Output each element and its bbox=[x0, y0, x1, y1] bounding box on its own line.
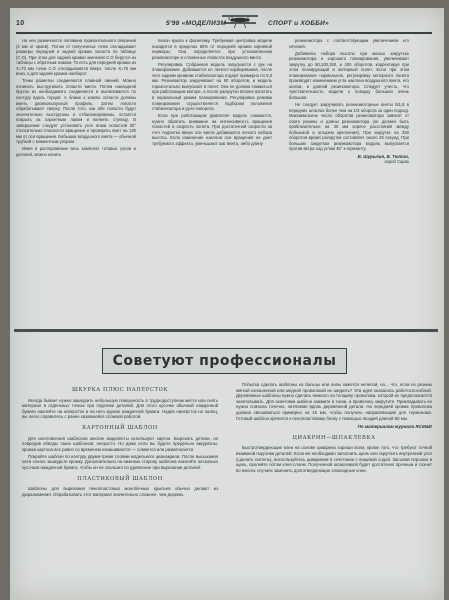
article-column-1 bbox=[16, 38, 136, 323]
paragraph: Шаблоны для вырезания пенопластовых монобочных крыльев обычно делают из дюралюминия. Обрабатывать этот материал значительно сложнее, чем деревю. bbox=[22, 486, 218, 497]
magazine-name: 5'98 «МОДЕЛИЗМ bbox=[166, 20, 227, 27]
paragraph: Иногда бывает нужно зашкурить небольшую поверхность в труднодоступном месте или снять материал в отдельных точках при подгонке деталей. Для этого кусочек обычной наждачной бумаги наклейте на наперсток и на него кружок наждачной бумаги. Надев наперсток на палец, вы легко справитесь с ранее казавшейся сложной работой. bbox=[22, 397, 218, 420]
page-number: 10 bbox=[16, 20, 25, 27]
paragraph: Попытка сделать шаблоны из бальзы или липы кажется нелепой, но... что, если из резины мягкой изношенной или медной проволокой их шкурить? Эта идея оказалась работоспособной. Деревянные шаблоны нужно сделать немного на толщину проволоки, которой их предполагается окантовывать. Для окантовки шаблон зажмите в тиски, а проволоку закрутите. Прикладывать ее нужно сначала точечно, натягивая вдоль деревянной детали. На передней кромке проволока должна свешиваться примерно на 15 мм, чтобы получить направляющий для термоножа. Готовый шаблон крепится к пенопластовому блоку с помощью гвоздей длиной 50 мм. bbox=[236, 382, 432, 421]
tip-heading: ПЛАСТИКОВЫЙ ШАБЛОН bbox=[77, 475, 163, 482]
section-divider bbox=[14, 329, 438, 332]
paragraph: Добиваясь набора высоты при малых закрутках резиномотора и хорошего планирования, увеличивают закрутку до 50,100,150, и 200 оборотов, корректируя при этом планирующий и моторный полет. Если при этом планирование нормальное, регулировку моторного полета производят изменением угла наклона воздушного винта, его шагом, и длиной резиномотора. Следует учесть, что чувствительность модели к поводку большая очень большая. bbox=[289, 50, 409, 100]
tip-heading: ШКУРКА ПЛЮС НАПЕРСТОК bbox=[72, 387, 168, 393]
biplane-icon bbox=[218, 12, 262, 32]
section-title: Советуют профессионалы bbox=[102, 348, 347, 374]
author-signature: В. Шурыгин, В. Тютин, bbox=[357, 153, 409, 159]
tip-heading: ЦИАКРИН—ШПАКЛЕВКА bbox=[292, 434, 376, 441]
article-column-3 bbox=[289, 38, 409, 323]
paragraph: Для изготовления шаблонов многие моделисты используют картон. Вырезать детали, не повредив обводы таких шаблонов, непросто. Но даже если вы будете предельно аккуратны, кромка картона все равно со временем изнашивается — сомнется или размочалится. bbox=[22, 435, 218, 452]
paragraph: пилон крыла к фюзеляжу. Требуемая центровка модели находится в пределах 60% от передней кромки корневой нервюры. Она определяется при установленном резиномоторе и сложенных лопастях воздушного винта. bbox=[152, 38, 272, 60]
paragraph: Регулировка. Собранная модель запускается с рук на планирование. Добиваются ее легкого карбирования, после чего задним кромкам стабилизатора отдают примерно по 0,3 мм. Резиномотор закручивают на 50 оборотов, и модель горизонтально выпускают в полет. Она не должна сниматься при работающем моторе, а после раскрутки вполне взлетать в нормальный режим планирования. Регулировка режима планирования осуществляется подбором положения стабилизатора и руля поворота. bbox=[152, 61, 272, 112]
magazine-page bbox=[10, 8, 444, 600]
page-header bbox=[16, 16, 432, 34]
paragraph: Не следует закручивать резиномоторные винты М1,8 в передних штангах более чем на 1/3 оборота за один подход. Максимальное число оборотов резиномотора зависит от сорта резины и длины резиномотора (он должен быть приблизительно на 30 мм короче расстояния между бобышкой и штырем крепления). При закрутке на 350 оборотов время раскрутки составляет около 25 секунд. При больших закрутках резиномотора модель выпускается против ветра под углом 45° к горизонту. bbox=[289, 102, 409, 152]
paragraph: Быстротвердеющие клеи на основе циакрина хороши всем, кроме того, что требуют точной взаимной подгонки деталей. Если же необходимо заполнить щель или скруглить внутренний угол (сделать галтель), воспользуйтесь циакрином в сочетании с пищевой содой. Засыпав порошок в щель, пролейте потом клея слоем. Полученной шпаклевкой будет достаточно прочным и сохнет во многих случаях заменить долготвердеющие эпоксидные клеи. bbox=[236, 445, 432, 473]
tip-heading: КАРТОННЫЙ ШАБЛОН bbox=[82, 424, 158, 431]
paragraph: Точки разметки соединяются плавной линией. Можно начинать выстругивать лопасти винта. Потом накладной брусок из необходимого соединяется и выпиливается по контуру вдоль торцов. А ближе к комлю лопасти должны иметь двояковыпуклый профиль. Затем лопасти обрабатывают сверху. После того, как обе лопасти будут окончательно выструганы и отбалансированы, остается покрыть их паркетным лаком и вклеить ступицу. В завершение следует установить угол атаки лопастей 30° относительно плоскости вращения и проверить винт на 130 мм от оси вращения. Бобышка воздушного винта — обычной трубкой с моментным упором. bbox=[16, 78, 136, 145]
source-credit: По материалам журнала RCM&E bbox=[357, 424, 432, 430]
article-column-2 bbox=[152, 38, 272, 323]
paragraph: Имея в распоряжении весь комплект готовых узлов и деталей, можно клеить bbox=[16, 146, 136, 157]
paragraph: резиномотора с соответствующим увеличением его сечения. bbox=[289, 38, 409, 49]
author-city: город Сарак bbox=[384, 159, 409, 165]
paragraph: Если при работающем двигателе модель снижается, нужно обратить внимание на интенсивность вращения лопастей и скорость полета. При достаточной скорости за счет подпитки вверх оси винта добиваются легкого набора высоты. Если изменение наклона оси вращения не дает требуемого эффекта, уменьшают шаг винта, либо длину bbox=[152, 113, 272, 146]
rubric-name: СПОРТ и ХОББИ» bbox=[268, 20, 330, 27]
tips-column-right bbox=[236, 382, 432, 600]
paragraph: На нее размечается половина горизонтального оперения (4 мм от краев). Потом от полученных точек откладывают размеры передней и задней кромки лопасти по таблице (С.О). При этом для задней кромки значения С.О берутся из таблицы с обратным знаком. То есть для передней кромки из X=70 мм точки С.О откладываются вверх, после X=70 мм вниз, а для задней кромки наоборот. bbox=[16, 38, 136, 77]
tips-column-left bbox=[22, 382, 218, 600]
paragraph: Покройте шаблон по контуру двумя-тремя слоями модельного цианакрила. После высыхания клея слегка зашкурьте кромку. Дополнительно на нижнюю сторону шаблона наклейте несколько кусочков наждачной бумаги, чтобы он не скользил по древесине при вырезании деталей. bbox=[22, 453, 218, 471]
